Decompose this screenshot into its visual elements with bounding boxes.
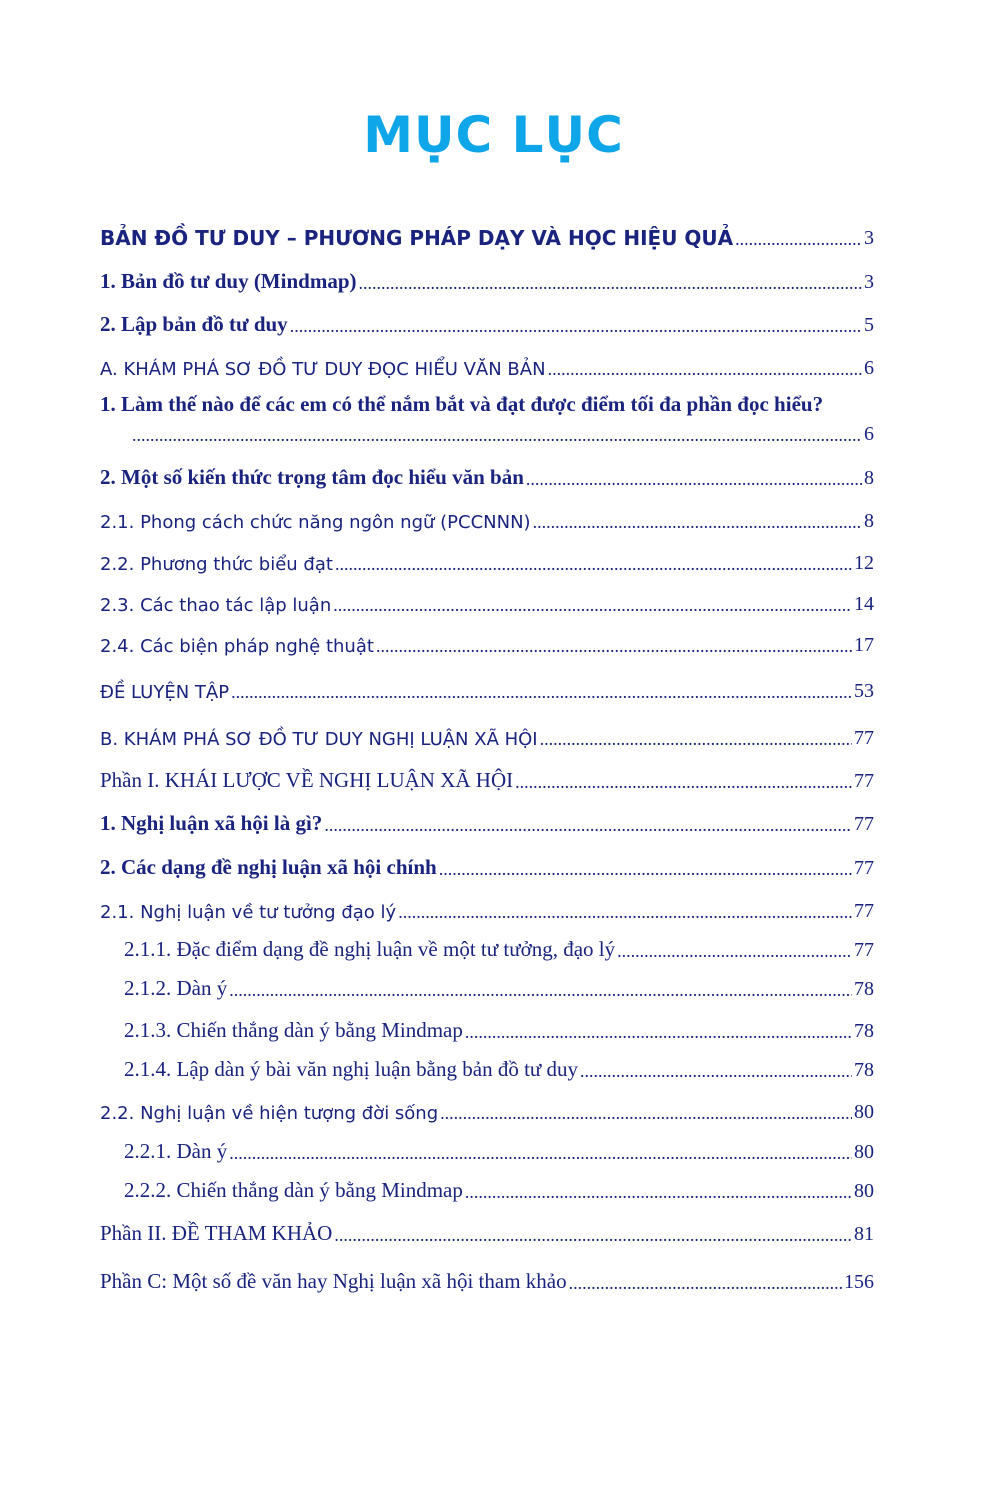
toc-leader-dots xyxy=(324,815,852,836)
toc-leader-dots xyxy=(580,1061,852,1082)
toc-entry-page: 14 xyxy=(854,593,874,615)
toc-entry-page: 81 xyxy=(854,1223,874,1245)
toc-leader-dots xyxy=(526,469,862,490)
toc-entry[interactable] xyxy=(100,763,874,793)
toc-entry-page: 8 xyxy=(864,510,874,532)
toc-entry[interactable] xyxy=(124,1052,874,1082)
toc-entry-page: 53 xyxy=(854,680,874,702)
toc-entry-page: 6 xyxy=(864,423,874,445)
toc-leader-dots xyxy=(465,1022,852,1043)
toc-entry-page: 80 xyxy=(854,1101,874,1123)
toc-entry-label: 2.2.1. Dàn ý xyxy=(124,1139,228,1163)
toc-leader-dots xyxy=(569,1273,842,1294)
toc-entry[interactable] xyxy=(100,392,874,446)
toc-entry-page: 6 xyxy=(864,357,874,379)
toc-entry-label: 2.4. Các biện pháp nghệ thuật xyxy=(100,636,374,657)
toc-entry[interactable] xyxy=(100,503,874,533)
toc-entry-page: 3 xyxy=(864,227,874,249)
toc-leader-dots xyxy=(359,273,863,294)
toc-entry[interactable] xyxy=(124,971,874,1001)
toc-entry[interactable] xyxy=(100,460,874,490)
toc-entry-label: 2.1. Phong cách chức năng ngôn ngữ (PCCNNN) xyxy=(100,512,531,533)
toc-entry-page: 5 xyxy=(864,314,874,336)
toc-entry-page: 77 xyxy=(854,727,874,749)
toc-entry-label: 2. Các dạng đề nghị luận xã hội chính xyxy=(100,855,437,879)
toc-entry[interactable] xyxy=(124,932,874,962)
toc-entry-label: BẢN ĐỒ TƯ DUY – PHƯƠNG PHÁP DẠY VÀ HỌC HIỆU QUẢ xyxy=(100,226,734,250)
toc-entry-label: 1. Bản đồ tư duy (Mindmap) xyxy=(100,269,357,293)
toc-entry[interactable] xyxy=(100,220,874,250)
toc-leader-dots xyxy=(439,859,852,880)
toc-leader-dots xyxy=(231,682,852,703)
toc-entry-label: Phần I. KHÁI LƯỢC VỀ NGHỊ LUẬN XÃ HỘI xyxy=(100,768,514,792)
toc-entry[interactable] xyxy=(100,350,874,380)
toc-entry-label: Phần C: Một số đề văn hay Nghị luận xã hội tham khảo xyxy=(100,1269,567,1293)
toc-entry[interactable] xyxy=(100,1264,874,1294)
toc-leader-dots xyxy=(376,636,852,657)
toc-entry-page: 78 xyxy=(854,1020,874,1042)
toc-leader-dots xyxy=(229,980,852,1001)
toc-entry[interactable] xyxy=(100,893,874,923)
toc-entry-page: 80 xyxy=(854,1141,874,1163)
toc-entry-page: 3 xyxy=(864,271,874,293)
toc-entry-page: 77 xyxy=(854,857,874,879)
toc-entry[interactable] xyxy=(100,264,874,294)
toc-entry-page: 77 xyxy=(854,770,874,792)
toc-leader-dots xyxy=(540,729,852,750)
page-title: MỤC LỤC xyxy=(363,106,624,164)
toc-leader-dots xyxy=(290,316,862,337)
toc-entry[interactable] xyxy=(100,1094,874,1124)
toc-entry[interactable] xyxy=(100,586,874,616)
toc-leader-dots xyxy=(334,1225,852,1246)
toc-entry[interactable] xyxy=(100,307,874,337)
toc-entry[interactable] xyxy=(100,720,874,750)
toc-entry-label: 2.3. Các thao tác lập luận xyxy=(100,595,332,616)
toc-leader-dots xyxy=(335,554,852,575)
toc-leader-dots xyxy=(333,595,852,616)
toc-entry[interactable] xyxy=(100,850,874,880)
toc-leader-dots xyxy=(617,941,852,962)
toc-entry-label: 2.2. Nghị luận về hiện tượng đời sống xyxy=(100,1103,439,1124)
toc-leader-dots xyxy=(735,229,862,250)
toc-entry-label: 1. Làm thế nào để các em có thể nắm bắt và đạt được điểm tối đa phần đọc hiểu? xyxy=(100,392,824,416)
toc-entry-label: 2.1.4. Lập dàn ý bài văn nghị luận bằng bản đồ tư duy xyxy=(124,1057,579,1081)
toc-entry-label: 1. Nghị luận xã hội là gì? xyxy=(100,811,323,835)
toc-entry[interactable] xyxy=(124,1173,874,1203)
toc-entry-label: A. KHÁM PHÁ SƠ ĐỒ TƯ DUY ĐỌC HIỂU VĂN BẢN xyxy=(100,359,546,380)
toc-entry[interactable] xyxy=(100,627,874,657)
toc-entry-page: 8 xyxy=(864,467,874,489)
toc-entry-label: B. KHÁM PHÁ SƠ ĐỒ TƯ DUY NGHỊ LUẬN XÃ HỘI xyxy=(100,729,538,750)
toc-entry-label: Phần II. ĐỀ THAM KHẢO xyxy=(100,1221,333,1245)
toc-leader-dots xyxy=(440,1103,852,1124)
toc-entry-label: 2.2.2. Chiến thắng dàn ý bằng Mindmap xyxy=(124,1178,463,1202)
toc-entry-label: 2.1.3. Chiến thắng dàn ý bằng Mindmap xyxy=(124,1018,463,1042)
toc-leader-dots xyxy=(465,1182,852,1203)
toc-entry-label: 2.2. Phương thức biểu đạt xyxy=(100,554,333,575)
toc-leader-dots xyxy=(398,902,852,923)
toc-leader-dots xyxy=(533,512,862,533)
toc-entry[interactable] xyxy=(100,806,874,836)
toc-leader-dots xyxy=(132,425,862,446)
toc-entry-page: 156 xyxy=(844,1271,874,1293)
toc-entry-page: 77 xyxy=(854,939,874,961)
toc-leader-dots xyxy=(515,772,852,793)
toc-entry-label: 2.1. Nghị luận về tư tưởng đạo lý xyxy=(100,902,397,923)
toc-leader-dots xyxy=(229,1143,852,1164)
toc-entry[interactable] xyxy=(124,1013,874,1043)
toc-entry[interactable] xyxy=(124,1134,874,1164)
toc-entry-label: 2. Một số kiến thức trọng tâm đọc hiểu văn bản xyxy=(100,465,524,489)
toc-leader-dots xyxy=(548,359,862,380)
toc-entry-label: ĐỀ LUYỆN TẬP xyxy=(100,682,230,703)
toc-entry[interactable] xyxy=(100,1216,874,1246)
toc-entry-page: 17 xyxy=(854,634,874,656)
toc-entry-page: 78 xyxy=(854,1059,874,1081)
toc-entry-page: 78 xyxy=(854,978,874,1000)
toc-entry-label: 2.1.1. Đặc điểm dạng đề nghị luận về một tư tưởng, đạo lý xyxy=(124,937,616,961)
toc-entry-page: 80 xyxy=(854,1180,874,1202)
toc-entry-label: 2.1.2. Dàn ý xyxy=(124,976,228,1000)
toc-entry-page: 12 xyxy=(854,552,874,574)
toc-entry-label: 2. Lập bản đồ tư duy xyxy=(100,312,288,336)
toc-entry[interactable] xyxy=(100,673,874,703)
toc-entry-page: 77 xyxy=(854,900,874,922)
toc-entry-page: 77 xyxy=(854,813,874,835)
toc-entry[interactable] xyxy=(100,545,874,575)
